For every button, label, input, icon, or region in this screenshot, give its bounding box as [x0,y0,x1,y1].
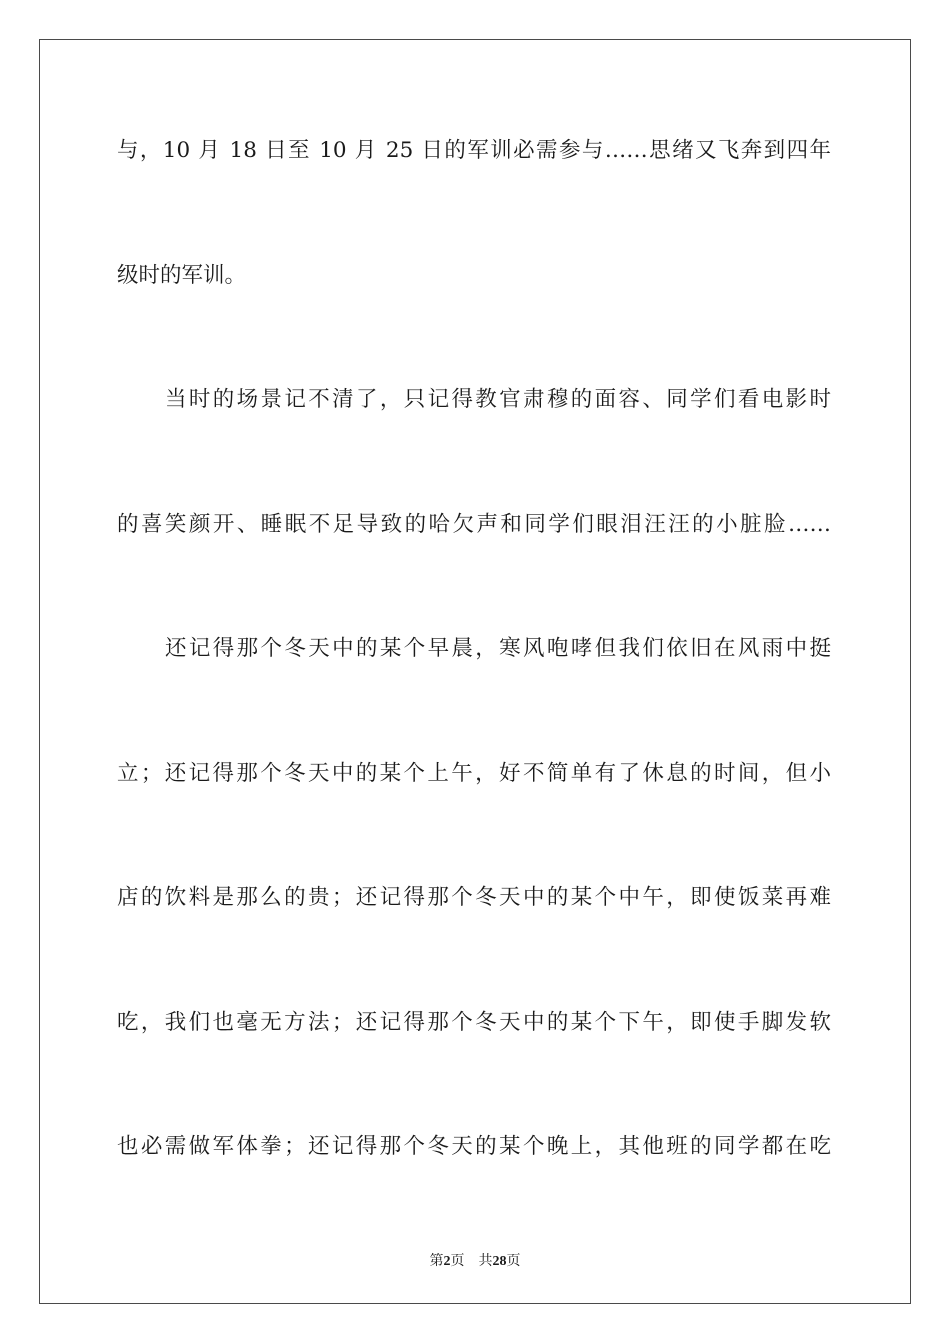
page-footer [0,1250,950,1270]
text-line: 与，10 月 18 日至 10 月 25 日的军训必需参与……思绪又飞奔到四年 [117,138,831,163]
page-suffix: 页 [450,1254,465,1269]
total-pages: 28 [492,1254,507,1269]
page-border [39,39,911,1304]
text-line: 也必需做军体拳；还记得那个冬天的某个晚上，其他班的同学都在吃 [117,1134,831,1159]
page-prefix: 第 [429,1254,444,1269]
text-line: 吃，我们也毫无方法；还记得那个冬天中的某个下午，即使手脚发软 [117,1010,831,1035]
text-line: 级时的军训。 [117,263,247,288]
text-line: 还记得那个冬天中的某个早晨，寒风咆哮但我们依旧在风雨中挺 [165,636,831,661]
total-prefix: 共 [478,1254,493,1269]
text-line: 店的饮料是那么的贵；还记得那个冬天中的某个中午，即使饭菜再难 [117,885,831,910]
total-suffix: 页 [506,1254,521,1269]
text-line: 立；还记得那个冬天中的某个上午，好不简单有了休息的时间，但小 [117,761,831,786]
text-line: 的喜笑颜开、睡眠不足导致的哈欠声和同学们眼泪汪汪的小脏脸…… [117,512,831,537]
page-number: 2 [443,1254,451,1269]
text-line: 当时的场景记不清了，只记得教官肃穆的面容、同学们看电影时 [165,387,831,412]
